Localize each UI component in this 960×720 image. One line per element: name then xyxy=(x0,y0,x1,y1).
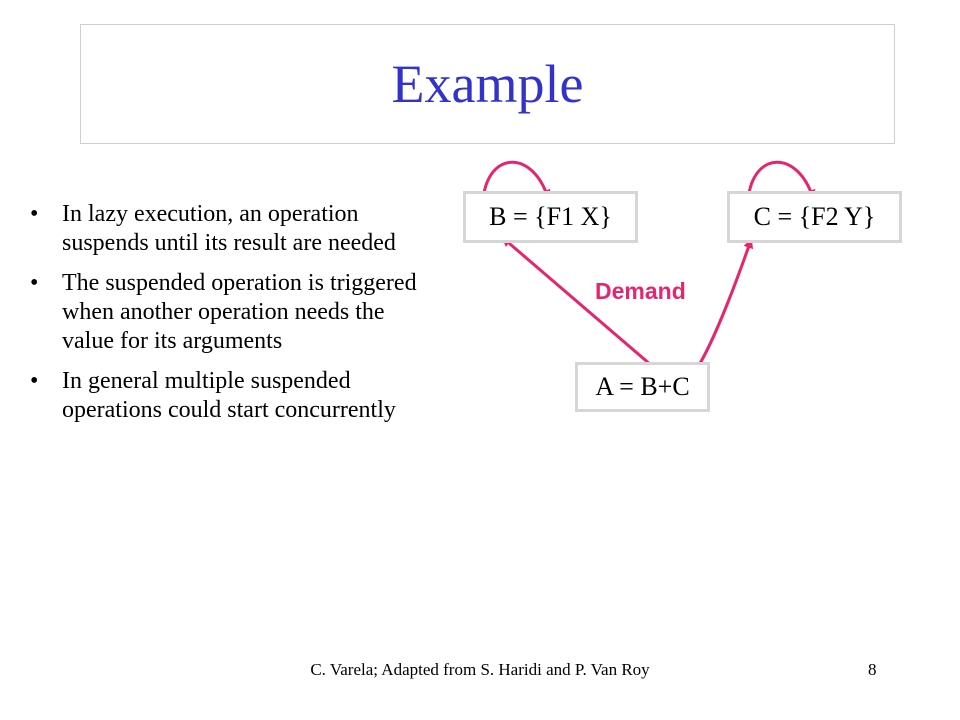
bullet-text: In general multiple suspended operations could start concurrently xyxy=(62,368,396,423)
slide-title: Example xyxy=(391,54,584,114)
demand-label: Demand xyxy=(595,278,686,304)
page-number: 8 xyxy=(868,660,877,679)
node-b: B = {F1 X} xyxy=(463,191,638,243)
node-c: C = {F2 Y} xyxy=(727,191,902,243)
bullet-icon: • xyxy=(30,270,39,296)
bullet-text: The suspended operation is triggered when another operation needs the value for its arguments xyxy=(62,270,417,354)
node-a: A = B+C xyxy=(575,362,710,412)
footer-credit: C. Varela; Adapted from S. Haridi and P. Van Roy xyxy=(310,660,650,679)
bullet-icon: • xyxy=(30,201,39,227)
bullet-icon: • xyxy=(30,368,39,394)
bullet-text: In lazy execution, an operation suspends until its result are needed xyxy=(62,201,396,256)
demand-arrow-to-c xyxy=(690,240,751,378)
